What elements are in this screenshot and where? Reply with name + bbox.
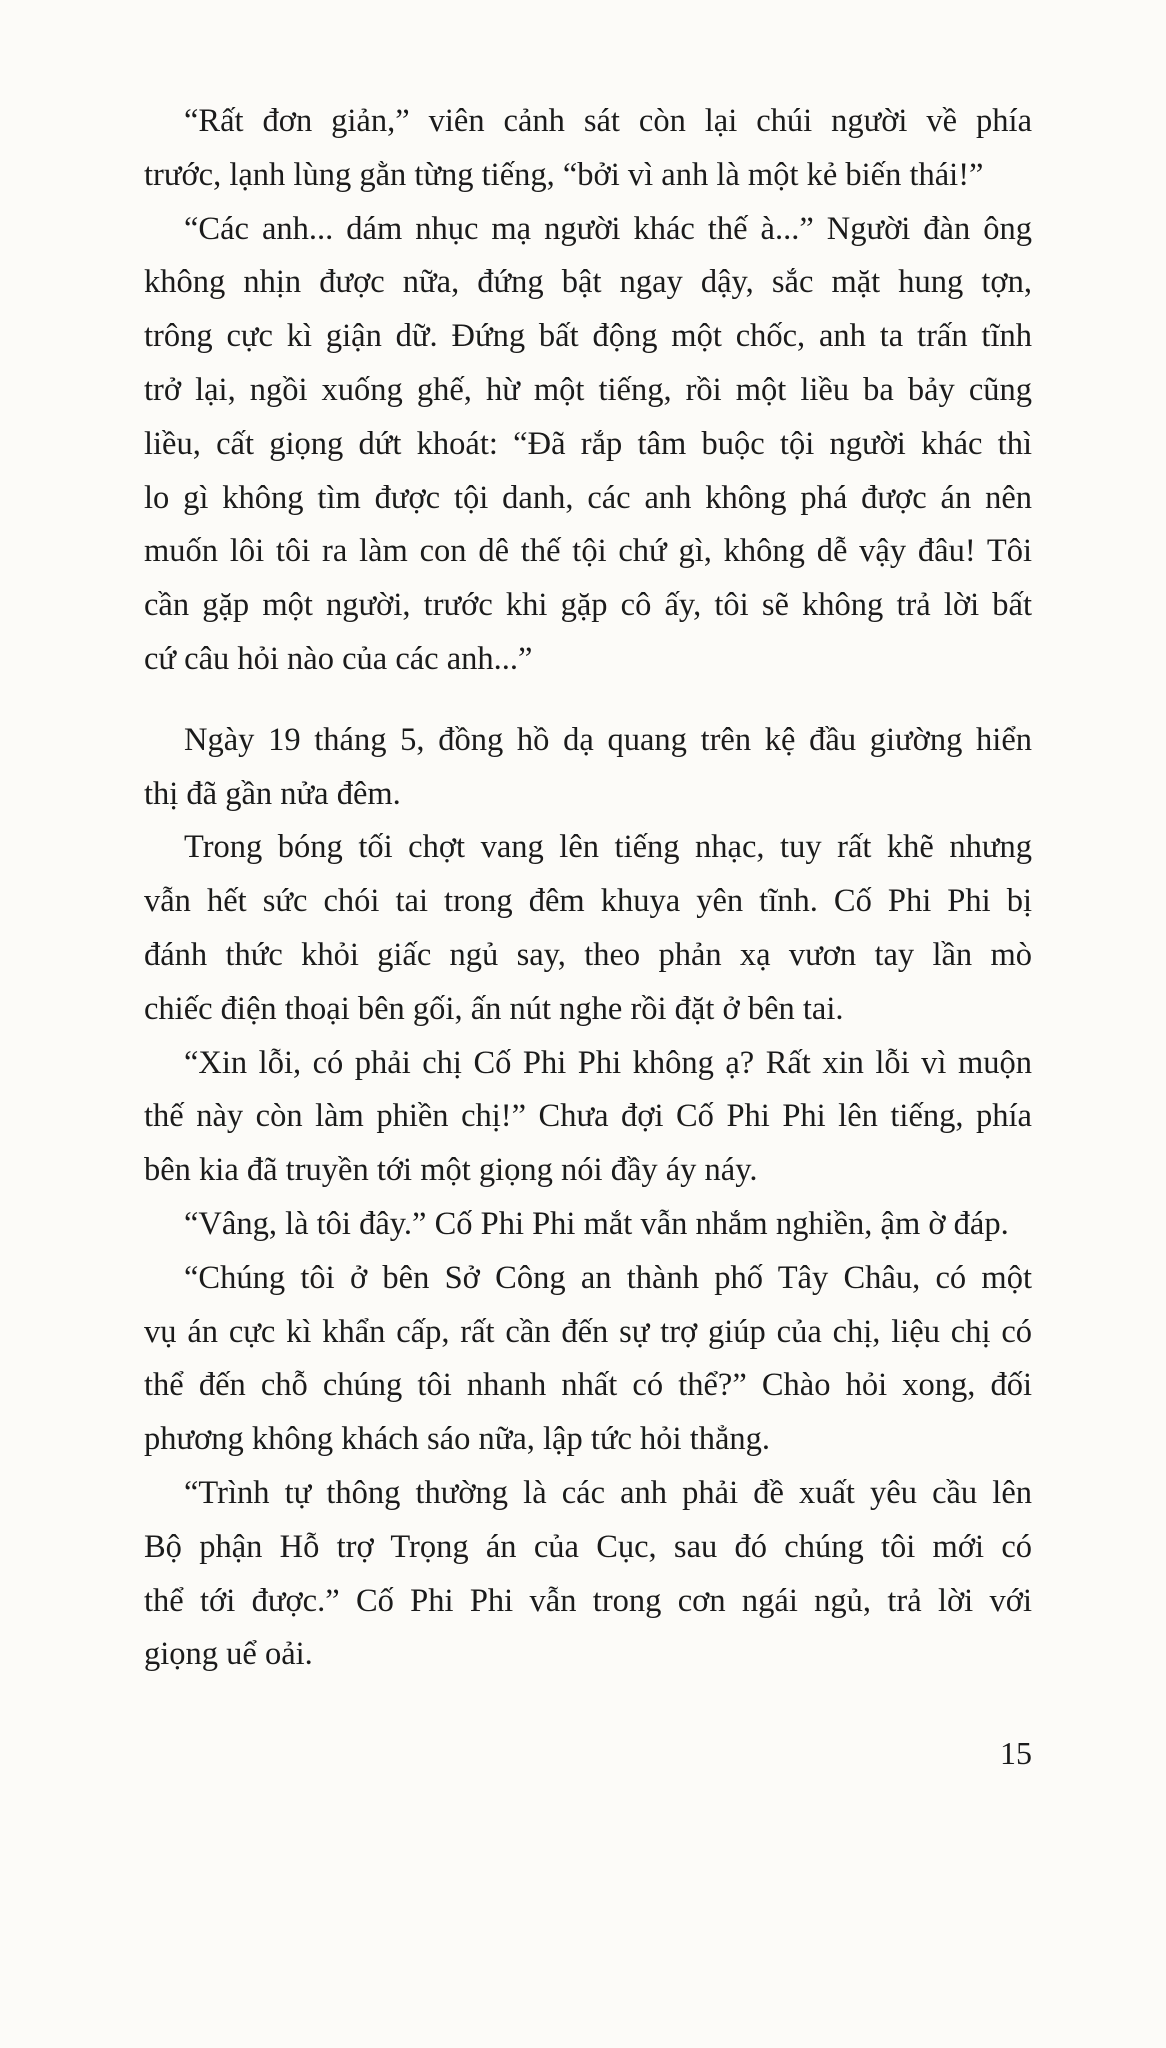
page-number: 15 (1000, 1735, 1032, 1771)
text-line: muốn lôi tôi ra làm con dê thế tội chứ gì, không dễ vậy đâu! Tôi (144, 533, 1032, 570)
text-line: bên kia đã truyền tới một giọng nói đầy áy náy. (144, 1152, 758, 1189)
text-line: Ngày 19 tháng 5, đồng hồ dạ quang trên kệ đầu giường hiển (184, 721, 1032, 758)
text-line: liều, cất giọng dứt khoát: “Đã rắp tâm buộc tội người khác thì (144, 425, 1032, 462)
text-line: không nhịn được nữa, đứng bật ngay dậy, sắc mặt hung tợn, (144, 264, 1032, 301)
page-body (144, 95, 1032, 1682)
text-line: thể đến chỗ chúng tôi nhanh nhất có thể?” Chào hỏi xong, đối (144, 1367, 1032, 1404)
paragraph (144, 95, 1032, 203)
text-line: giọng uể oải. (144, 1636, 313, 1673)
text-line: trở lại, ngồi xuống ghế, hừ một tiếng, rồi một liều ba bảy cũng (144, 371, 1032, 408)
text-line: “Xin lỗi, có phải chị Cố Phi Phi không ạ? Rất xin lỗi vì muộn (184, 1044, 1032, 1081)
text-line: “Vâng, là tôi đây.” Cố Phi Phi mắt vẫn nhắm nghiền, ậm ờ đáp. (184, 1205, 1009, 1242)
text-line: “Rất đơn giản,” viên cảnh sát còn lại chúi người về phía (184, 103, 1032, 139)
paragraph (144, 1467, 1032, 1682)
paragraph (144, 714, 1032, 822)
text-line: thị đã gần nửa đêm. (144, 775, 401, 812)
text-line: vẫn hết sức chói tai trong đêm khuya yên tĩnh. Cố Phi Phi bị (144, 883, 1032, 920)
text-line: “Chúng tôi ở bên Sở Công an thành phố Tây Châu, có một (184, 1259, 1032, 1296)
text-line: cần gặp một người, trước khi gặp cô ấy, tôi sẽ không trả lời bất (144, 587, 1032, 624)
paragraph (144, 1252, 1032, 1467)
text-line: “Trình tự thông thường là các anh phải đề xuất yêu cầu lên (184, 1474, 1032, 1511)
text-line: thế này còn làm phiền chị!” Chưa đợi Cố Phi Phi lên tiếng, phía (144, 1098, 1032, 1135)
text-line: trông cực kì giận dữ. Đứng bất động một chốc, anh ta trấn tĩnh (144, 318, 1032, 355)
text-line: trước, lạnh lùng gằn từng tiếng, “bởi vì anh là một kẻ biến thái!” (144, 156, 984, 193)
text-line: cứ câu hỏi nào của các anh...” (144, 640, 533, 677)
text-line: vụ án cực kì khẩn cấp, rất cần đến sự trợ giúp của chị, liệu chị có (144, 1313, 1032, 1350)
text-line: Bộ phận Hỗ trợ Trọng án của Cục, sau đó chúng tôi mới có (144, 1528, 1032, 1565)
paragraph (144, 1037, 1032, 1198)
paragraph (144, 821, 1032, 1036)
paragraph (144, 203, 1032, 687)
paragraph (144, 1198, 1032, 1252)
text-line: phương không khách sáo nữa, lập tức hỏi thẳng. (144, 1421, 771, 1458)
text-line: thể tới được.” Cố Phi Phi vẫn trong cơn ngái ngủ, trả lời với (144, 1582, 1032, 1619)
text-line: lo gì không tìm được tội danh, các anh không phá được án nên (144, 479, 1032, 516)
text-line: “Các anh... dám nhục mạ người khác thế à...” Người đàn ông (184, 210, 1032, 247)
text-line: đánh thức khỏi giấc ngủ say, theo phản xạ vươn tay lần mò (144, 936, 1032, 973)
text-line: Trong bóng tối chợt vang lên tiếng nhạc, tuy rất khẽ nhưng (184, 829, 1032, 866)
text-line: chiếc điện thoại bên gối, ấn nút nghe rồi đặt ở bên tai. (144, 990, 844, 1027)
